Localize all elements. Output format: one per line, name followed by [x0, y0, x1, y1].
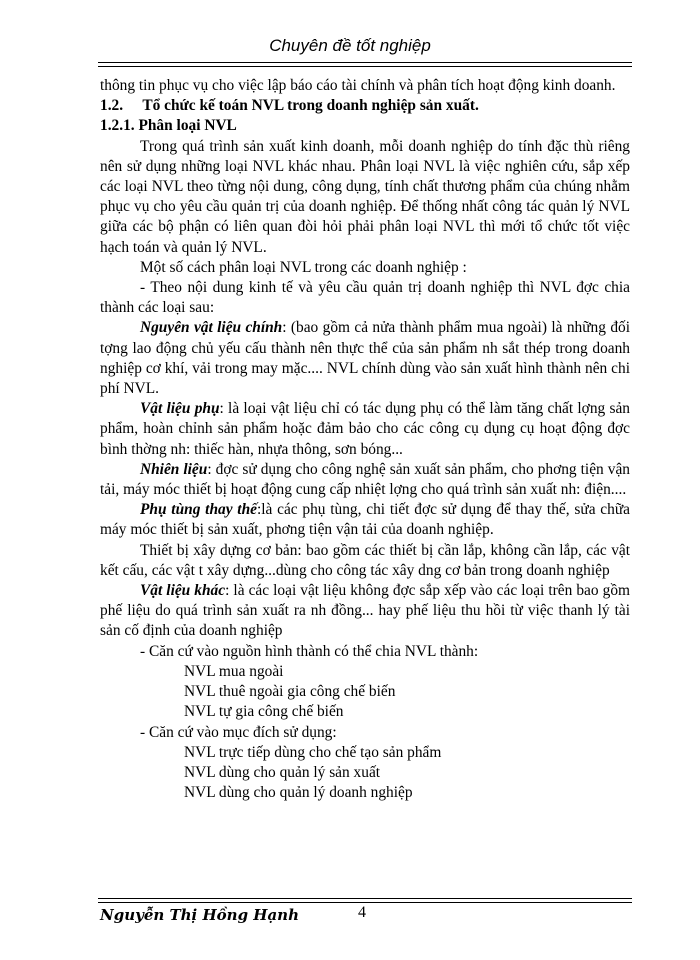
list-item: NVL dùng cho quản lý doanh nghiệp	[184, 784, 413, 802]
paragraph	[100, 581, 630, 642]
header-rule	[98, 62, 632, 63]
list-item: NVL trực tiếp dùng cho chế tạo sản phẩm	[184, 743, 442, 761]
term-description: : là các loại vật liệu không đợc sắp xếp vào các loại trên bao gồm phế liệu do quá trình sản xuất ra nh đồng... hay phế liệu thu hồi từ việc thanh lý tài sản cố định của doanh nghiệp	[100, 582, 630, 640]
term-other: Vật liệu khác	[140, 582, 226, 600]
document-body	[100, 76, 630, 803]
header-rule	[98, 66, 632, 67]
term-description: :là các phụ tùng, chi tiết đợc sử dụng để thay thế, sửa chữa máy móc thiết bị sản xuất, phơng tiện vận tải của doanh nghiệp.	[100, 501, 630, 539]
subsection-heading: 1.2.1. Phân loại NVL	[100, 117, 237, 135]
paragraph: thông tin phục vụ cho việc lập báo cáo tài chính và phân tích hoạt động kinh doanh.	[100, 77, 616, 94]
section-heading: 1.2. Tổ chức kế toán NVL trong doanh nghiệp sản xuất.	[100, 97, 479, 115]
term-description: : đợc sử dụng cho công nghệ sản xuất sản phẩm, cho phơng tiện vận tải, máy móc thiết bị hoạt động cung cấp nhiệt lợng cho quá trình sản xuất nh: điện....	[100, 460, 630, 499]
footer-rule	[98, 902, 632, 903]
term-auxiliary: Vật liệu phụ	[140, 400, 220, 418]
paragraph: - Theo nội dung kinh tế và yêu cầu quản trị doanh nghiệp thì NVL đợc chia thành các loại sau:	[100, 279, 630, 317]
paragraph	[100, 500, 630, 540]
page-number: 4	[358, 904, 366, 921]
footer-author: Nguyễn Thị Hồng Hạnh	[100, 906, 299, 924]
paragraph: - Căn cứ vào mục đích sử dụng:	[140, 723, 337, 741]
paragraph	[100, 399, 630, 460]
paragraph: Trong quá trình sản xuất kinh doanh, mỗi doanh nghiệp do tính đặc thù riêng nên sử dụng những loại NVL khác nhau. Phân loại NVL là việc nghiên cứu, sắp xếp các loại NVL theo từng nội dung, công dụng, tính chất thương phẩm của chúng nhằm phục vụ cho yêu cầu quản trị của doanh nghiệp. Để thống nhất công tác quản lý NVL giữa các bộ phận có liên quan đòi hỏi phải phân loại NVL thì mới tổ chức tốt việc hạch toán và quản lý NVL.	[100, 137, 630, 256]
list-item: NVL tự gia công chế biến	[184, 703, 344, 721]
footer-rule	[98, 898, 632, 899]
term-description: : (bao gồm cả nửa thành phẩm mua ngoài) là những đối tợng lao động chủ yếu cấu thành nên thực thể của sản phẩm nh sắt thép trong doanh nghiệp cơ khí, vải trong may mặc.... NVL chính dùng vào sản xuất hình thành nên chi phí NVL.	[100, 319, 630, 398]
paragraph	[100, 460, 630, 500]
term-description: : là loại vật liệu chỉ có tác dụng phụ có thể làm tăng chất lợng sản phẩm, hoàn chỉnh sản phẩm hoặc đảm bảo cho các công cụ dụng cụ hoạt động đợc bình thờng nh: thiếc hàn, nhựa thông, sơn bóng...	[100, 400, 630, 458]
term-raw-materials: Nguyên vật liệu chính	[140, 319, 283, 337]
paragraph	[100, 318, 630, 399]
page-header-title: Chuyên đề tốt nghiệp	[269, 36, 431, 55]
paragraph: Một số cách phân loại NVL trong các doanh nghiệp :	[140, 258, 467, 276]
list-item: NVL mua ngoài	[184, 662, 284, 680]
term-fuel: Nhiên liệu	[140, 460, 208, 478]
list-item: NVL dùng cho quản lý sản xuất	[184, 763, 381, 781]
list-item: NVL thuê ngoài gia công chế biến	[184, 683, 396, 701]
term-spare-parts: Phụ tùng thay thế	[140, 501, 257, 519]
paragraph: Thiết bị xây dựng cơ bản: bao gồm các thiết bị cần lắp, không cần lắp, các vật kết cấu, các vật t xây dựng...dùng cho công tác xây dng cơ bản trong doanh nghiệp	[100, 541, 630, 579]
paragraph: - Căn cứ vào nguồn hình thành có thể chia NVL thành:	[140, 642, 479, 660]
